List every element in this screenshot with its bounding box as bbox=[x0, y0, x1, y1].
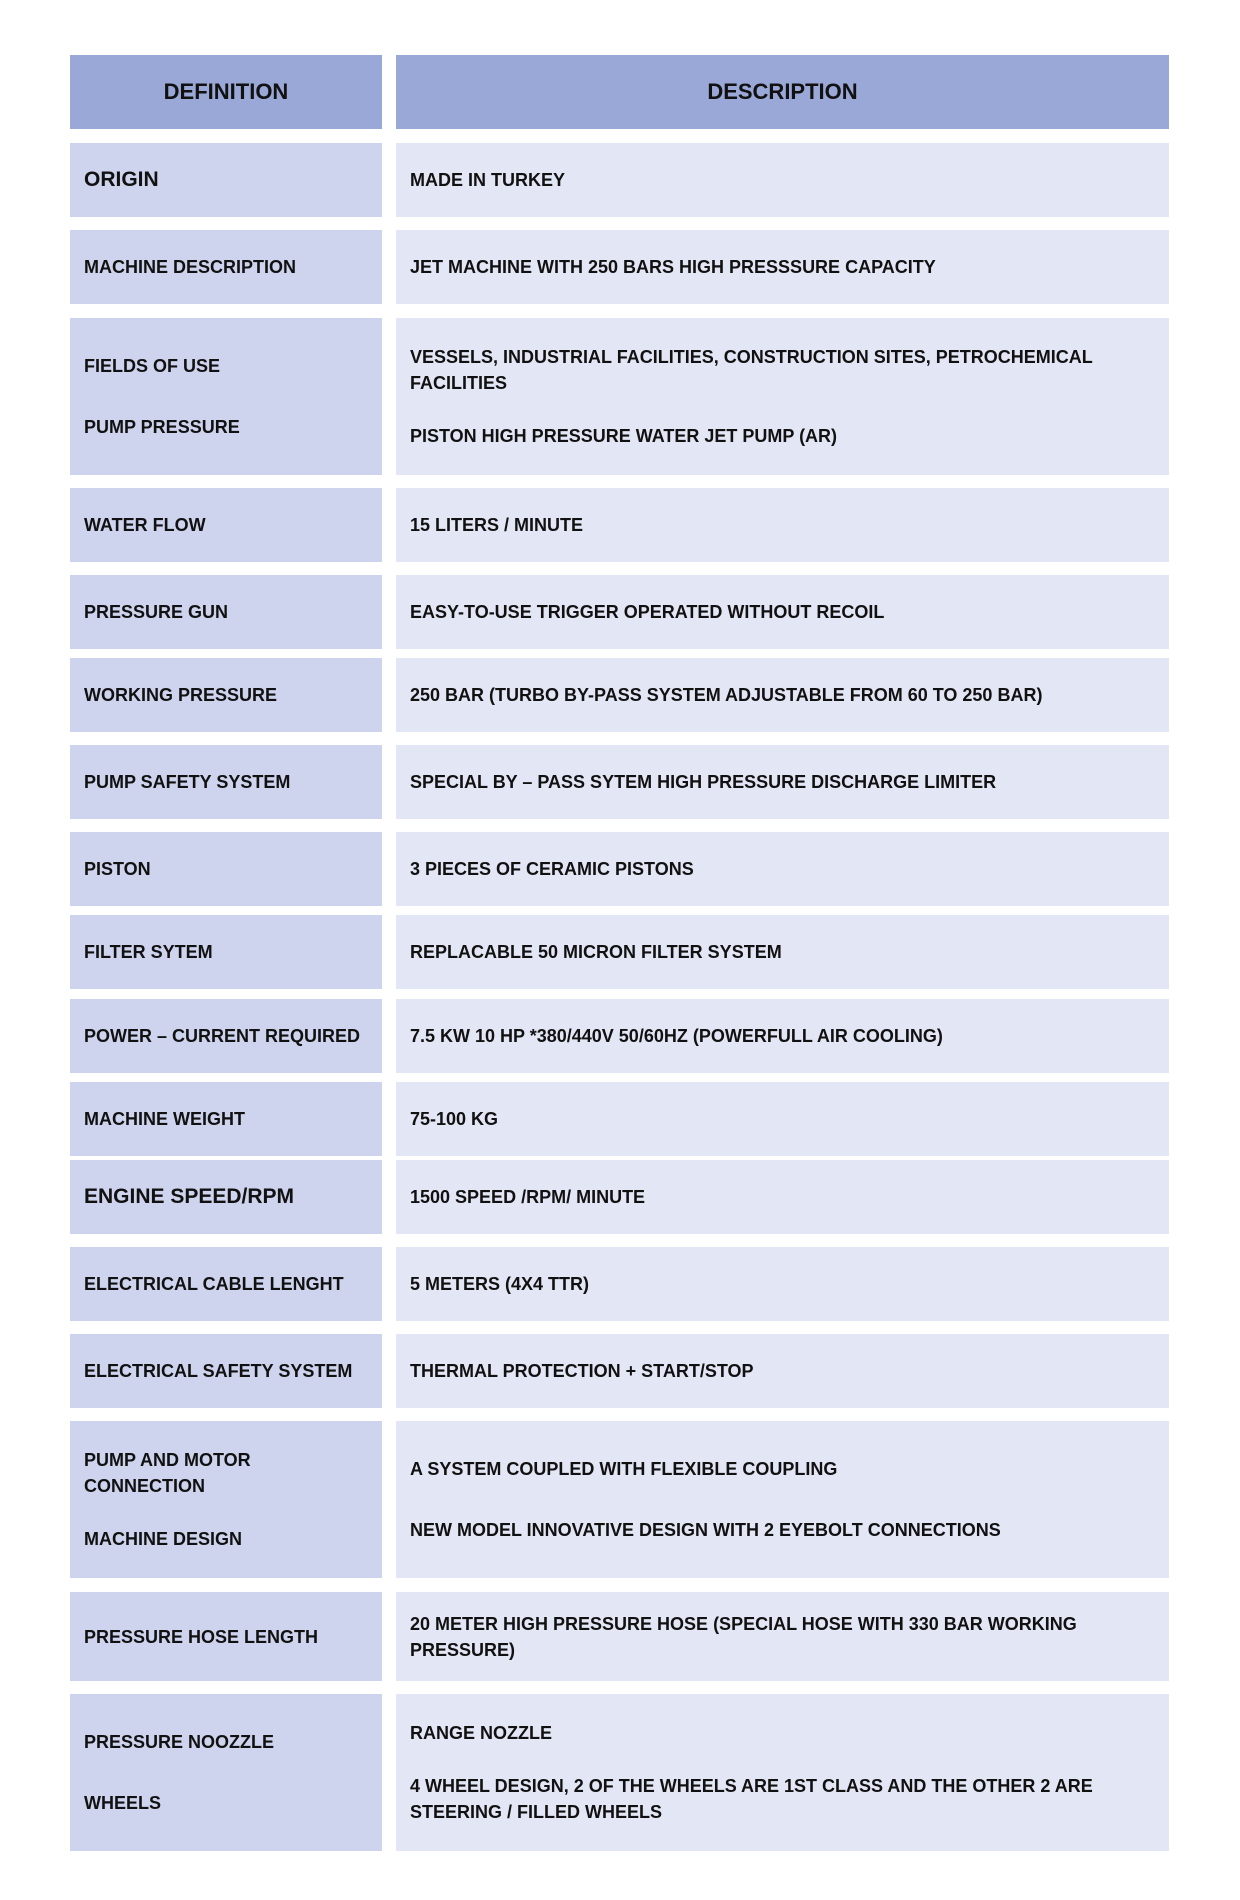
definition-text: PISTON bbox=[84, 859, 151, 879]
definition-cell bbox=[70, 1334, 382, 1408]
description-cell bbox=[396, 488, 1169, 562]
description-text: NEW MODEL INNOVATIVE DESIGN WITH 2 EYEBOLT CONNECTIONS bbox=[410, 1520, 1001, 1540]
description-text: 75-100 KG bbox=[410, 1109, 499, 1129]
definition-cell bbox=[70, 1694, 382, 1851]
description-text: 7.5 KW 10 HP *380/440V 50/60HZ (POWERFULL AIR COOLING) bbox=[410, 1026, 943, 1046]
description-text: THERMAL PROTECTION + START/STOP bbox=[410, 1361, 754, 1381]
description-text: 4 WHEEL DESIGN, 2 OF THE WHEELS ARE 1ST CLASS AND THE OTHER 2 ARE STEERING / FILLED WHEELS bbox=[410, 1775, 1093, 1822]
description-cell bbox=[396, 832, 1169, 906]
definition-cell bbox=[70, 143, 382, 217]
definition-text: WHEELS bbox=[84, 1793, 162, 1813]
description-text: SPECIAL BY – PASS SYTEM HIGH PRESSURE DISCHARGE LIMITER bbox=[410, 772, 997, 792]
definition-cell bbox=[70, 1421, 382, 1578]
definition-text: PUMP SAFETY SYSTEM bbox=[84, 772, 291, 792]
description-cell bbox=[396, 1247, 1169, 1321]
description-text: A SYSTEM COUPLED WITH FLEXIBLE COUPLING bbox=[410, 1459, 838, 1479]
definition-cell bbox=[70, 1082, 382, 1156]
definition-cell bbox=[70, 575, 382, 649]
description-text: VESSELS, INDUSTRIAL FACILITIES, CONSTRUCTION SITES, PETROCHEMICAL FACILITIES bbox=[410, 347, 1093, 394]
description-text: JET MACHINE WITH 250 BARS HIGH PRESSSURE CAPACITY bbox=[410, 257, 936, 277]
definition-text: WORKING PRESSURE bbox=[84, 685, 278, 705]
definition-cell bbox=[70, 915, 382, 989]
definition-text: MACHINE WEIGHT bbox=[84, 1109, 245, 1129]
definition-header bbox=[70, 55, 382, 129]
description-text: MADE IN TURKEY bbox=[410, 170, 566, 190]
description-cell bbox=[396, 658, 1169, 732]
definition-cell bbox=[70, 1247, 382, 1321]
definition-cell bbox=[70, 1592, 382, 1681]
definition-cell bbox=[70, 488, 382, 562]
definition-cell bbox=[70, 999, 382, 1073]
definition-text: PUMP PRESSURE bbox=[84, 417, 240, 437]
definition-text: FIELDS OF USE bbox=[84, 356, 221, 376]
definition-text: ELECTRICAL CABLE LENGHT bbox=[84, 1274, 344, 1294]
description-cell bbox=[396, 318, 1169, 475]
description-cell bbox=[396, 1160, 1169, 1234]
description-text: EASY-TO-USE TRIGGER OPERATED WITHOUT RECOIL bbox=[410, 602, 885, 622]
definition-text: MACHINE DESCRIPTION bbox=[84, 257, 297, 277]
definition-cell bbox=[70, 832, 382, 906]
description-cell bbox=[396, 1334, 1169, 1408]
definition-cell bbox=[70, 658, 382, 732]
definition-text: PUMP AND MOTOR CONNECTION bbox=[84, 1450, 251, 1497]
definition-text: ELECTRICAL SAFETY SYSTEM bbox=[84, 1361, 353, 1381]
description-cell bbox=[396, 230, 1169, 304]
description-header bbox=[396, 55, 1169, 129]
description-text: 1500 SPEED /RPM/ MINUTE bbox=[410, 1187, 646, 1207]
description-text: REPLACABLE 50 MICRON FILTER SYSTEM bbox=[410, 942, 782, 962]
definition-text: WATER FLOW bbox=[84, 515, 206, 535]
description-cell bbox=[396, 575, 1169, 649]
definition-cell bbox=[70, 230, 382, 304]
description-cell bbox=[396, 915, 1169, 989]
description-text: 5 METERS (4X4 TTR) bbox=[410, 1274, 590, 1294]
description-header-label: DESCRIPTION bbox=[707, 79, 858, 104]
definition-text: POWER – CURRENT REQUIRED bbox=[84, 1026, 361, 1046]
description-cell bbox=[396, 1592, 1169, 1681]
definition-text: ORIGIN bbox=[84, 168, 159, 191]
definition-text: ENGINE SPEED/RPM bbox=[84, 1185, 295, 1208]
definition-cell bbox=[70, 1160, 382, 1234]
definition-text: PRESSURE NOOZZLE bbox=[84, 1732, 275, 1752]
description-text: 20 METER HIGH PRESSURE HOSE (SPECIAL HOSE WITH 330 BAR WORKING PRESSURE) bbox=[410, 1613, 1077, 1660]
definition-text: FILTER SYTEM bbox=[84, 942, 213, 962]
definition-text: PRESSURE HOSE LENGTH bbox=[84, 1626, 319, 1647]
description-text: 250 BAR (TURBO BY-PASS SYSTEM ADJUSTABLE FROM 60 TO 250 BAR) bbox=[410, 685, 1043, 705]
description-cell bbox=[396, 999, 1169, 1073]
description-text: 15 LITERS / MINUTE bbox=[410, 515, 584, 535]
description-cell bbox=[396, 143, 1169, 217]
description-cell bbox=[396, 1694, 1169, 1851]
definition-text: PRESSURE GUN bbox=[84, 602, 229, 622]
description-cell bbox=[396, 1082, 1169, 1156]
description-cell bbox=[396, 745, 1169, 819]
description-text: RANGE NOZZLE bbox=[410, 1723, 552, 1744]
definition-cell bbox=[70, 318, 382, 475]
description-text: 3 PIECES OF CERAMIC PISTONS bbox=[410, 859, 694, 879]
definition-text: MACHINE DESIGN bbox=[84, 1528, 243, 1549]
definition-cell bbox=[70, 745, 382, 819]
definition-header-label: DEFINITION bbox=[163, 79, 289, 104]
description-text: PISTON HIGH PRESSURE WATER JET PUMP (AR) bbox=[410, 425, 838, 446]
description-cell bbox=[396, 1421, 1169, 1578]
